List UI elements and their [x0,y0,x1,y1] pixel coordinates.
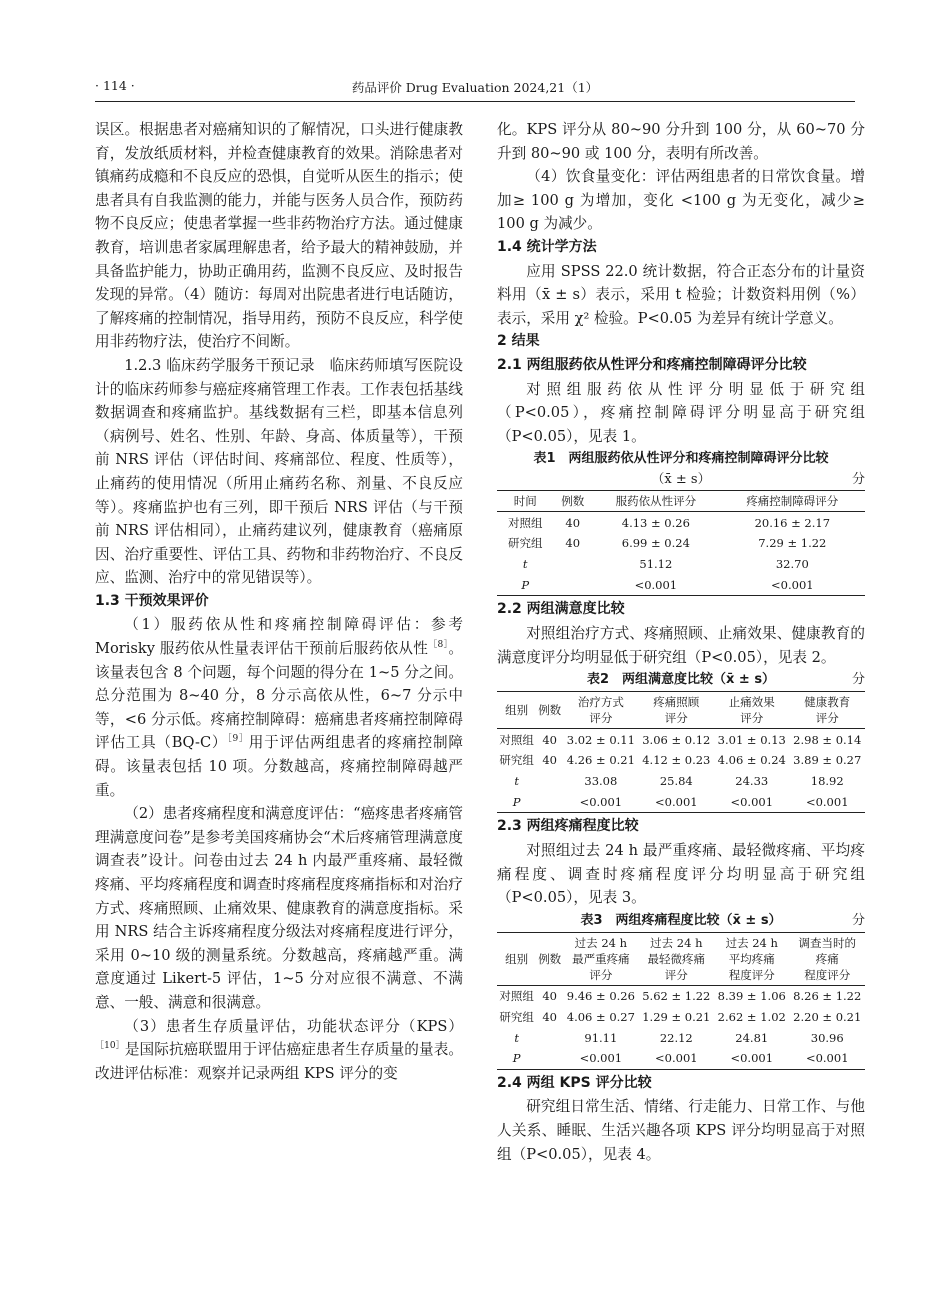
table-row [497,792,865,813]
text-run: 。该量表包含 8 个问题，每个问题的得分在 1~5 分之间。总分范围为 8~40 分，8 分示高依从性，6~7 分示中等，<6 分示低。疼痛控制障碍：癌痛患者疼痛控制障碍评估工具（BQ-C） [95,640,463,752]
table-cell: 24.33 [735,774,769,789]
paragraph: 应用 SPSS 22.0 统计数据，符合正态分布的计量资料用（x̄ ± s）表示，采用 t 检验；计数资料用例（%）表示，采用 χ² 检验。P<0.05 为差异有统计学意义。 [497,262,865,327]
text-run: 是国际抗癌联盟用于评估癌症患者生存质量的量表。改进评估标准：观察并记录两组 KPS 评分的变 [95,1041,464,1082]
table-cell: 3.02 ± 0.11 [566,732,635,747]
table-cell: 8.26 ± 1.22 [793,989,862,1004]
table-cell: 2.98 ± 0.14 [793,732,862,747]
table-cell: 2.62 ± 1.02 [717,1009,786,1024]
table-row [497,750,865,771]
table-cell: 22.12 [659,1030,693,1045]
table-cell: 研究组 [507,536,543,551]
table-cell: <0.001 [789,1048,865,1069]
table-number: 表1 [533,451,556,467]
section-heading: 2 结果 [497,333,540,350]
table-row [497,554,865,575]
table-cell: t [514,774,519,789]
table-cell: <0.001 [563,1048,638,1069]
table-cell: 4.12 ± 0.23 [642,753,711,768]
table-number: 表2 [586,672,609,688]
left-column [95,118,463,1085]
header-rule [95,101,855,102]
table-header-cell: 组别 [497,692,536,729]
table-caption [497,448,865,470]
table-cell: 40 [565,515,581,530]
running-header [95,78,855,96]
table-cell: 25.84 [659,774,693,789]
table-cell: 1.29 ± 0.21 [642,1009,711,1024]
citation: ［10］ [95,1041,125,1052]
table-row [497,575,865,596]
section-heading: 1.3 干预效果评价 [95,592,209,609]
table-header-row [497,932,865,985]
table-cell: 6.99 ± 0.24 [621,536,690,551]
paragraph: 对照组服药依从性评分明显低于研究组（P<0.05），疼痛控制障碍评分明显高于研究组（P<0.05），见表 1。 [497,380,865,445]
table-cell: 40 [565,536,581,551]
table-header-cell: 疼痛照顾 评分 [639,692,714,729]
table-cell: 5.62 ± 1.22 [642,989,711,1004]
table-cell: t [514,1030,519,1045]
paragraph [95,613,463,802]
table-cell: 40 [542,732,557,747]
table-row [497,1048,865,1069]
table-cell: 3.01 ± 0.13 [717,732,786,747]
table-caption [497,669,865,691]
table-header-cell: 调查当时的 疼痛 程度评分 [789,932,865,985]
table-cell [536,771,563,792]
table-cell: <0.001 [720,575,865,596]
table-cell: <0.001 [639,1048,714,1069]
table-cell: 研究组 [499,753,534,768]
table-cell: 对照组 [507,515,543,530]
table-header-cell: 例数 [553,491,592,512]
section-heading: 2.3 两组疼痛程度比较 [497,818,639,835]
table-cell: 40 [542,989,557,1004]
data-table [497,691,865,813]
table-cell: 对照组 [499,732,534,747]
table-header-cell: 止痛效果 评分 [714,692,789,729]
paragraph: 研究组日常生活、情绪、行走能力、日常工作、与他人关系、睡眠、生活兴趣各项 KPS 评分均明显高于对照组（P<0.05），见表 4。 [497,1098,865,1163]
table-header-cell: 健康教育 评分 [789,692,865,729]
data-table [497,490,865,596]
paragraph: 对照组治疗方式、疼痛照顾、止痛效果、健康教育的满意度评分均明显低于研究组（P<0.05），见表 2。 [497,625,865,666]
table-cell [536,1048,563,1069]
table-row [497,1027,865,1048]
paragraph: 对照组过去 24 h 最严重疼痛、最轻微疼痛、平均疼痛程度、调查时疼痛程度评分均明显高于研究组（P<0.05），见表 3。 [497,841,865,907]
table-cell: 4.06 ± 0.27 [566,1009,635,1024]
table-cell: 51.12 [639,557,673,572]
data-table [497,932,865,1070]
table-cell [536,792,563,813]
table-unit: 分 [851,912,865,928]
table-subtitle: （x̄ ± s） [651,472,711,488]
table-cell: 8.39 ± 1.06 [717,989,786,1004]
table-header-cell: 时间 [497,491,553,512]
table-unit: 分 [851,672,865,688]
table-cell: 3.89 ± 0.27 [793,753,862,768]
table-number: 表3 [580,912,603,928]
right-column [497,118,865,1166]
table-unit: 分 [851,472,865,488]
table-title: 两组服药依从性评分和疼痛控制障碍评分比较 [568,451,829,467]
table-row [497,512,865,533]
table-header-cell: 过去 24 h 最轻微疼痛 评分 [639,932,714,985]
table-cell: 91.11 [584,1030,618,1045]
paragraph: 误区。根据患者对癌痛知识的了解情况，口头进行健康教育，发放纸质材料，并检查健康教育的效果。消除患者对镇痛药成瘾和不良反应的恐惧，自觉听从医生的指示；使患者具有自我监测的能力，并能与医务人员合作，预防药物不良反应；使患者掌握一些非药物治疗方法。通过健康教育，培训患者家属理解患者，给予最大的精神鼓励，并具备监护能力，协助正确用药，监测不良反应、及时报告发现的异常。（4）随访：每周对出院患者进行电话随访，了解疼痛的控制情况，指导用药，预防不良反应，科学使用非药物疗法，使治疗不间断。 [95,121,463,351]
table-cell: <0.001 [639,792,714,813]
table-cell: 30.96 [810,1030,844,1045]
paragraph [95,1015,463,1086]
table-cell: 20.16 ± 2.17 [754,515,831,530]
table-cell: 3.06 ± 0.12 [642,732,711,747]
table-cell: 24.81 [735,1030,769,1045]
table-cell: 4.13 ± 0.26 [621,515,690,530]
table-cell: 7.29 ± 1.22 [758,536,827,551]
section-heading: 2.1 两组服药依从性评分和疼痛控制障碍评分比较 [497,356,807,373]
table-cell: <0.001 [592,575,720,596]
text-run: （3）患者生存质量评估，功能状态评分（KPS） [124,1017,463,1035]
paragraph: （4）饮食量变化：评估两组患者的日常饮食量。增加≥ 100 g 为增加，变化 <100 g 为无变化，减少≥ 100 g 为减少。 [497,168,865,233]
table-header-cell: 服药依从性评分 [592,491,720,512]
table-row [497,985,865,1006]
table-header-cell: 例数 [536,932,563,985]
citation: ［8］ [428,640,449,651]
citation: ［9］ [227,734,249,745]
table-cell: 对照组 [499,989,534,1004]
table-header-cell: 治疗方式 评分 [563,692,638,729]
table-header-cell: 组别 [497,932,536,985]
table-cell: 2.20 ± 0.21 [793,1009,862,1024]
table-caption [497,910,865,932]
table-cell: 40 [542,1009,557,1024]
paragraph: 化。KPS 评分从 80~90 分升到 100 分，从 60~70 分升到 80~90 或 100 分，表明有所改善。 [497,121,865,162]
table-header-cell: 过去 24 h 最严重疼痛 评分 [563,932,638,985]
table-cell: 40 [542,753,557,768]
table-cell [553,575,592,596]
paragraph: （2）患者疼痛程度和满意度评估：“癌疼患者疼痛管理满意度问卷”是参考美国疼痛协会“术后疼痛管理满意度调查表”设计。问卷由过去 24 h 内最严重疼痛、最轻微疼痛、平均疼痛程度和调查时疼痛程度疼痛指标和对治疗方式、疼痛照顾、止痛效果、健康教育的满意度指标。采用 NRS 结合主诉疼痛程度分级法对疼痛程度进行评分，采用 0~10 级的测量系统。分数越高，疼痛越严重。满意度通过 Likert-5 评估，1~5 分对应很不满意、不满意、一般、满意和很满意。 [95,805,463,1011]
table-title: 两组满意度比较（x̄ ± s） [621,672,776,688]
section-heading: 2.4 两组 KPS 评分比较 [497,1074,652,1091]
section-heading: 1.4 统计学方法 [497,238,597,255]
table-cell: 18.92 [810,774,844,789]
table-cell: t [522,557,528,572]
table-title: 两组疼痛程度比较（x̄ ± s） [615,912,782,928]
table-header-cell: 疼痛控制障碍评分 [720,491,865,512]
table-cell: P [497,575,553,596]
text-run: 用于评估两组患者的疼痛控制障碍。该量表包括 10 项。分数越高，疼痛控制障碍越严重。 [95,734,463,799]
table-header-cell: 例数 [536,692,563,729]
table-row [497,771,865,792]
table-cell: 4.26 ± 0.21 [566,753,635,768]
table-cell [553,554,592,575]
table-row [497,533,865,554]
table-cell: <0.001 [714,792,789,813]
table-cell [536,1027,563,1048]
table-header-row [497,692,865,729]
table-cell: <0.001 [714,1048,789,1069]
table-subtitle-row [497,470,865,490]
table-header-cell: 过去 24 h 平均疼痛 程度评分 [714,932,789,985]
table-row [497,1007,865,1028]
table-cell: 4.06 ± 0.24 [717,753,786,768]
table-cell: 32.70 [775,557,809,572]
table-row [497,729,865,750]
journal-title: 药品评价 Drug Evaluation 2024,21（1） [351,80,599,95]
page-number: · 114 · [95,78,135,93]
text-run: （1）服药依从性和疼痛控制障碍评估：参考 Morisky 服药依从性量表评估干预前后服药依从性 [95,616,463,658]
table-cell: <0.001 [563,792,638,813]
table-header-row [497,491,865,512]
section-heading: 2.2 两组满意度比较 [497,601,625,618]
table-cell: 9.46 ± 0.26 [566,989,635,1004]
table-cell: <0.001 [789,792,865,813]
table-cell: 33.08 [584,774,618,789]
paragraph: 1.2.3 临床药学服务干预记录 临床药师填写医院设计的临床药师参与癌症疼痛管理工作表。工作表包括基线数据调查和疼痛监护。基线数据有三栏，即基本信息列（病例号、姓名、性别、年龄、身高、体质量等），干预前 NRS 评估（评估时间、疼痛部位、程度、性质等），止痛药的使用情况（所用止痛药名称、剂量、不良反应等）。疼痛监护也有三列，即干预后 NRS 评估（与干预前 NRS 评估相同），止痛药建议列，健康教育（癌痛原因、治疗重要性、评估工具、药物和非药物治疗、不良反应、监测、治疗中的常见错误等）。 [95,356,463,587]
table-cell: 研究组 [499,1009,534,1024]
table-cell: P [497,1048,536,1069]
table-cell: P [497,792,536,813]
